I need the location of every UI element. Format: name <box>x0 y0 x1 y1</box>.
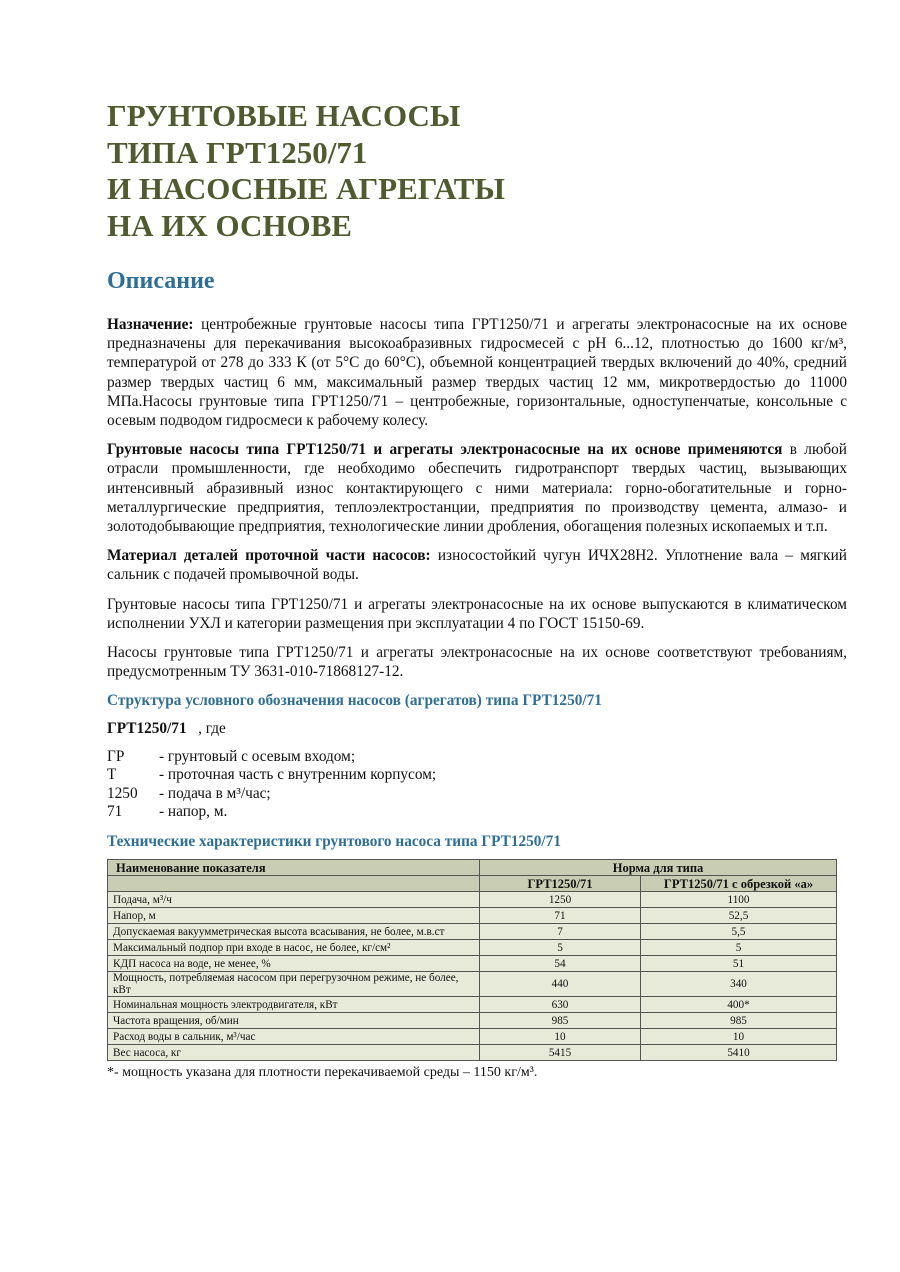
row-col2: 52,5 <box>641 908 837 924</box>
table-subheader-row <box>108 876 837 892</box>
header-col1: ГРТ1250/71 <box>480 876 641 892</box>
application-paragraph <box>107 440 847 536</box>
structure-heading: Структура условного обозначения насосов (агрегатов) типа ГРТ1250/71 <box>107 692 602 710</box>
table-row <box>108 997 837 1013</box>
legend-key: 1250 <box>107 784 138 802</box>
table-row <box>108 892 837 908</box>
legend-value: - подача в м³/час; <box>159 784 271 802</box>
row-name: Подача, м³/ч <box>108 892 480 908</box>
header-norm: Норма для типа <box>480 860 837 876</box>
header-col2: ГРТ1250/71 с обрезкой «а» <box>641 876 837 892</box>
designation-code-suffix: , где <box>186 719 226 737</box>
row-col2: 340 <box>641 972 837 997</box>
row-col2: 51 <box>641 956 837 972</box>
spec-table <box>107 859 837 1061</box>
title-line: ТИПА ГРТ1250/71 <box>107 134 368 170</box>
row-col2: 1100 <box>641 892 837 908</box>
row-col2: 5410 <box>641 1045 837 1061</box>
table-row <box>108 1013 837 1029</box>
legend-key: Т <box>107 766 117 784</box>
legend-key: 71 <box>107 803 123 821</box>
legend-value: - грунтовый с осевым входом; <box>159 747 356 765</box>
table-row <box>108 972 837 997</box>
designation-code <box>107 719 847 738</box>
legend-value: - проточная часть с внутренним корпусом; <box>159 766 437 784</box>
designation-code-value: ГРТ1250/71 <box>107 719 187 737</box>
row-name: Вес насоса, кг <box>108 1045 480 1061</box>
purpose-paragraph <box>107 315 847 430</box>
row-name: Мощность, потребляемая насосом при перегрузочном режиме, не более, кВт <box>108 972 480 997</box>
purpose-text: центробежные грунтовые насосы типа ГРТ1250/71 и агрегаты электронасосные на их основе предназначены для перекачивания высокоабразивных гидросмесей с pH 6...12, плотностью до 1600 кг/м³, температурой от 278 до 333 К (от 5°С до 60°С), объемной концентрацией твердых включений до 40%, средний размер твердых частиц 6 мм, максимальный размер твердых частиц 12 мм, микротвердостью до 11000 МПа.Насосы грунтовые типа ГРТ1250/71 – центробежные, горизонтальные, одноступенчатые, консольные с осевым подводом гидросмеси к рабочему колесу. <box>107 316 847 430</box>
material-text: износостойкий чугун ИЧХ28Н2. Уплотнение вала – мягкий сальник с подачей промывочной воды. <box>107 547 847 584</box>
designation-legend <box>107 748 847 822</box>
table-row <box>108 940 837 956</box>
row-name: Напор, м <box>108 908 480 924</box>
row-col2: 400* <box>641 997 837 1013</box>
legend-value: - напор, м. <box>159 803 228 821</box>
legend-item <box>107 748 847 767</box>
document-title <box>107 98 807 244</box>
row-name: Расход воды в сальник, м³/час <box>108 1029 480 1045</box>
row-col1: 440 <box>480 972 641 997</box>
title-line: ГРУНТОВЫЕ НАСОСЫ <box>107 98 461 133</box>
row-name: Частота вращения, об/мин <box>108 1013 480 1029</box>
table-row <box>108 956 837 972</box>
row-col1: 985 <box>480 1013 641 1029</box>
table-header-row <box>108 860 837 876</box>
title-line: НА ИХ ОСНОВЕ <box>107 207 352 243</box>
row-col1: 5 <box>480 940 641 956</box>
row-name: Максимальный подпор при входе в насос, не более, кг/см² <box>108 940 480 956</box>
title-line: И НАСОСНЫЕ АГРЕГАТЫ <box>107 171 505 206</box>
row-col1: 7 <box>480 924 641 940</box>
material-label: Материал деталей проточной части насосов: <box>107 547 431 565</box>
row-col1: 630 <box>480 997 641 1013</box>
legend-key: ГР <box>107 747 125 765</box>
row-col1: 54 <box>480 956 641 972</box>
row-name: Допускаемая вакуумметрическая высота всасывания, не более, м.в.ст <box>108 924 480 940</box>
purpose-label: Назначение: <box>107 316 194 333</box>
climate-paragraph: Грунтовые насосы типа ГРТ1250/71 и агрегаты электронасосные на их основе выпускаются в климатическом исполнении УХЛ и категории размещения при эксплуатации 4 по ГОСТ 15150-69. <box>107 595 847 632</box>
legend-item <box>107 803 847 822</box>
header-blank <box>108 876 480 892</box>
table-row <box>108 908 837 924</box>
row-col2: 10 <box>641 1029 837 1045</box>
tech-heading: Технические характеристики грунтового насоса типа ГРТ1250/71 <box>107 832 561 850</box>
row-name: КДП насоса на воде, не менее, % <box>108 956 480 972</box>
section-title: Описание <box>107 268 215 294</box>
header-name: Наименование показателя <box>108 860 480 876</box>
application-label: Грунтовые насосы типа ГРТ1250/71 и агрегаты электронасосные на их основе применяются <box>107 441 783 459</box>
row-name: Номинальная мощность электродвигателя, кВт <box>108 997 480 1013</box>
legend-item <box>107 785 847 804</box>
table-row <box>108 1045 837 1061</box>
material-paragraph <box>107 546 847 584</box>
row-col2: 5,5 <box>641 924 837 940</box>
footnote: *- мощность указана для плотности перекачиваемой среды – 1150 кг/м³. <box>107 1065 538 1081</box>
row-col1: 71 <box>480 908 641 924</box>
row-col2: 985 <box>641 1013 837 1029</box>
row-col1: 1250 <box>480 892 641 908</box>
row-col2: 5 <box>641 940 837 956</box>
standard-paragraph: Насосы грунтовые типа ГРТ1250/71 и агрегаты электронасосные на их основе соответствуют требованиям, предусмотренным ТУ 3631-010-71868127-12. <box>107 644 847 681</box>
table-row <box>108 1029 837 1045</box>
application-text: в любой отрасли промышленности, где необходимо обеспечить гидротранспорт твердых частиц, вызывающих интенсивный абразивный износ контактирующего с ними материала: горно-обогатительные и горно-металлургические предприятия, теплоэлектростанции, предприятия по производству цемента, алмазо- и золотодобывающие предприятия, технологические линии дробления, обогащения полезных ископаемых и т.п. <box>107 441 847 536</box>
row-col1: 10 <box>480 1029 641 1045</box>
legend-item <box>107 766 847 785</box>
body <box>107 315 847 1082</box>
table-row <box>108 924 837 940</box>
row-col1: 5415 <box>480 1045 641 1061</box>
